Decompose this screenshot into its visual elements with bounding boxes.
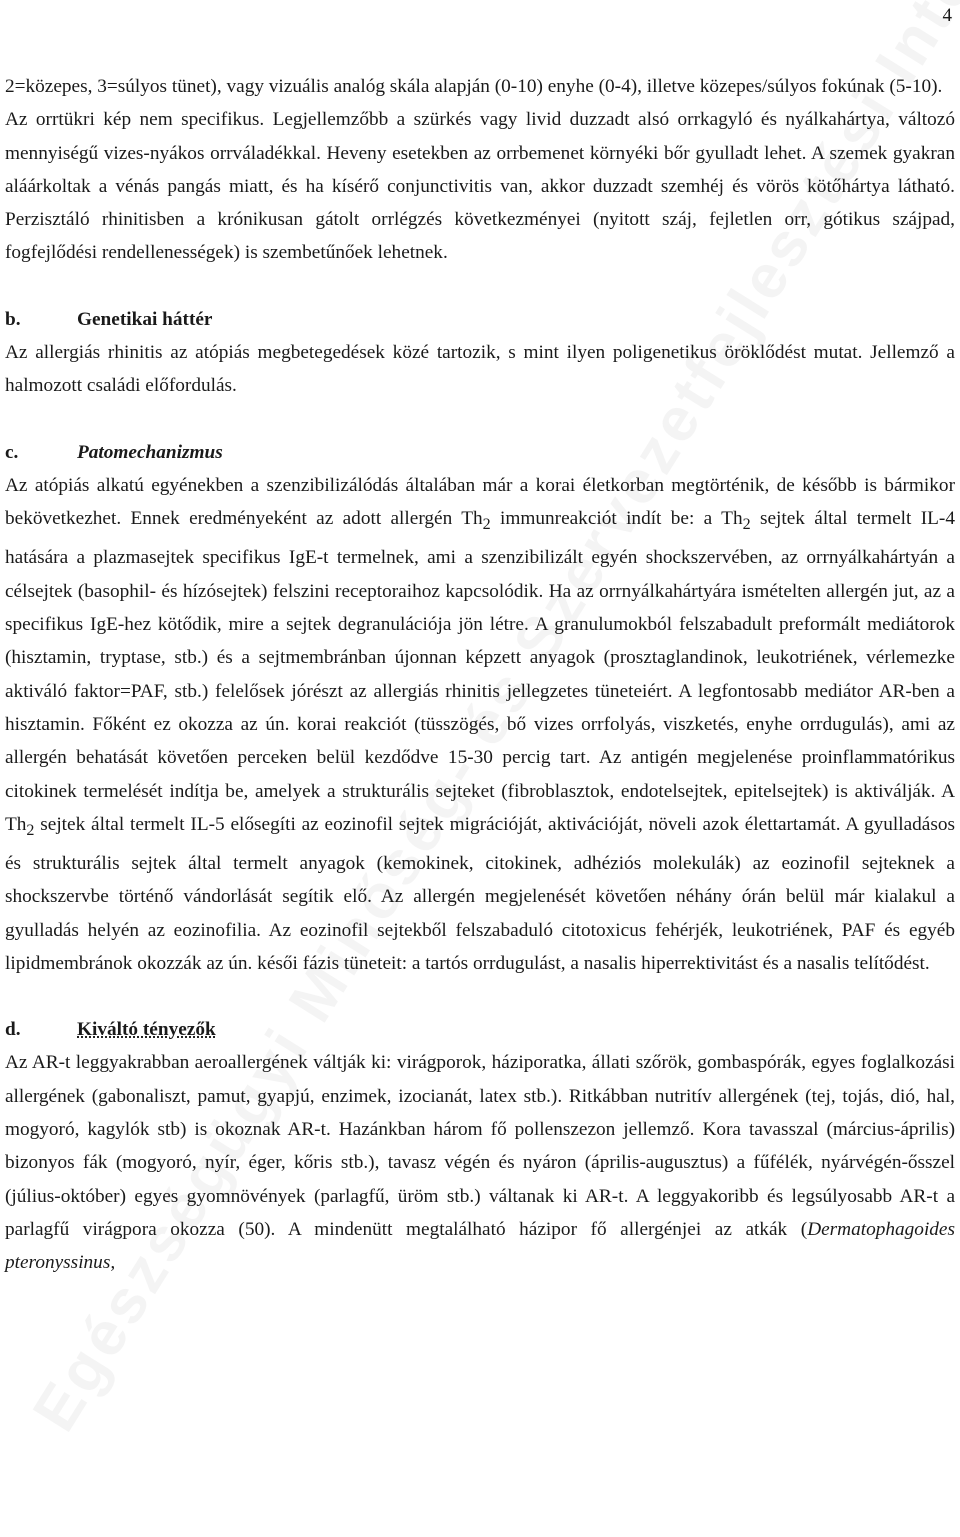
section-title: Genetikai háttér — [77, 308, 213, 330]
paragraph-rhinoscopy: Az orrtükri kép nem specifikus. Legjellemzőbb a szürkés vagy livid duzzadt alsó orrkagyló és nyálkahártya, változó mennyiségű vizes-nyákos orrváladékkal. Heveny esetekben az orrbemenet környéki bőr gyulladt lehet. A szemek gyakran aláárkoltak a vénás pangás miatt, és ha kísérő conjunctivitis van, akkor duzzadt szemhéj és vörös kötőhártya látható. Perzisztáló rhinitisben a krónikusan gátolt orrlégzés következményei (nyitott száj, fejletlen orr, gótikus szájpad, fogfejlődési rendellenességek) is szembetűnőek lehetnek. — [5, 109, 955, 264]
section-heading-b — [5, 303, 955, 336]
document-body — [5, 70, 955, 1280]
page-number: 4 — [942, 5, 952, 26]
section-heading-c — [5, 436, 955, 469]
spacer — [5, 980, 955, 1013]
paragraph-triggers — [5, 1046, 955, 1279]
section-letter: b. — [5, 308, 21, 330]
text-run: Az atópiás alkatú egyénekben a szenzibilizálódás általában már a korai életkorban megtörténik, de később is bármikor bekövetkezhet. Ennek eredményeként az adott allergén Th — [5, 474, 955, 530]
section-title: Kiváltó tényezők — [77, 1019, 216, 1041]
text-run: Az AR-t leggyakrabban aeroallergének váltják ki: virágporok, háziporatka, állati szőrök, gombaspórák, egyes foglalkozási allergének (gabonaliszt, pamut, gyapjú, enzimek, izocianát, latex stb.). Ritkábban nutritív allergének (tej, tojás, dió, hal, mogyoró, kagylók stb) is okoznak AR-t. Hazánkban három fő pollenszezon jellemző. Kora tavasszal (március-április) bizonyos fák (mogyoró, nyír, éger, kőris stb.), tavasz végén és nyáron (április-augusztus) a fűfélék, nyárvégén-ősszel (július-október) egyes gyomnövények (parlagfű, üröm stb.) váltanak ki AR-t. A leggyakoribb és legsúlyosabb AR-t a parlagfű virágpora okozza (50). A mindenütt megtalálható házipor fő allergénjei az atkák ( — [5, 1052, 955, 1240]
section-title: Patomechanizmus — [77, 441, 223, 463]
text-run: sejtek által termelt IL-4 hatására a plazmasejtek specifikus IgE-t termelnek, ami a szenzibilizált egyén shockszervében, az orrnyálkahártyán a célsejtek (basophil- és hízósejtek) felszini receptoraihoz kapcsolódik. Ha az orrnyálkahártyára ismételten allergén jut, az a specifikus IgE-hez kötődik, mire a sejtek degranulációja jön létre. A granulumokból felszabadult preformált mediátorok (hisztamin, tryptase, stb.) és a sejtmembránban újonnan képzett anyagok (prosztaglandinok, leukotriének, vérlemezke aktiváló faktor=PAF, stb.) felelősek jórészt az allergiás rhinitis jellegzetes tüneteiért. A legfontosabb mediátor AR-ben a hisztamin. Főként ez okozza az ún. korai reakciót (tüsszögés, bő vizes orrfolyás, viszketés, enyhe orrdugulás), ami az allergén behatását követően perceken belül kezdődve 15-30 percig tart. Az antigén megjelenése proinflammatórikus citokinek termelését indítja be, amelyek a strukturális sejteket (fibroblasztok, endotelsejtek, epitelsejtek) is aktiválják. A Th — [5, 508, 955, 835]
paragraph-pathomechanism — [5, 469, 955, 980]
paragraph-intro: 2=közepes, 3=súlyos tünet), vagy vizuális analóg skála alapján (0-10) enyhe (0-4), illetve közepes/súlyos fokúnak (5-10). — [5, 76, 943, 97]
text-run: sejtek által termelt IL-5 elősegíti az eozinofil sejtek migrációját, aktivációját, növeli azok élettartamát. A gyulladásos és strukturális sejtek által termelt anyagok (kemokinek, citokinek, adhéziós molekulák) az eozinofil sejteknek a shockszervbe történő vándorlását segítik elő. Az allergén megjelenését követően néhány órán belül már kialakul a gyulladás helyén az eozinofilia. Az eozinofil sejtekből felszabaduló citotoxicus fehérjék, leukotriének, PAF és egyéb lipidmembránok okozzák az ún. késői fázis tüneteit: a tartós orrdugulást, a nasalis hiperrektivitást és a nasalis telítődést. — [5, 813, 955, 974]
section-heading-d — [5, 1013, 955, 1046]
section-letter: d. — [5, 1019, 21, 1041]
section-letter: c. — [5, 441, 19, 463]
text-run: immunreakciót indít be: a Th — [490, 508, 743, 530]
spacer — [5, 270, 955, 303]
spacer — [5, 403, 955, 436]
subscript: 2 — [742, 516, 751, 534]
subscript: 2 — [482, 516, 491, 534]
italic-species-name: Dermatophagoides pteronyssinus, — [5, 1218, 955, 1274]
paragraph-genetics: Az allergiás rhinitis az atópiás megbetegedések közé tartozik, s mint ilyen poligenetikus öröklődést mutat. Jellemző a halmozott családi előfordulás. — [5, 342, 955, 397]
subscript: 2 — [26, 821, 35, 839]
